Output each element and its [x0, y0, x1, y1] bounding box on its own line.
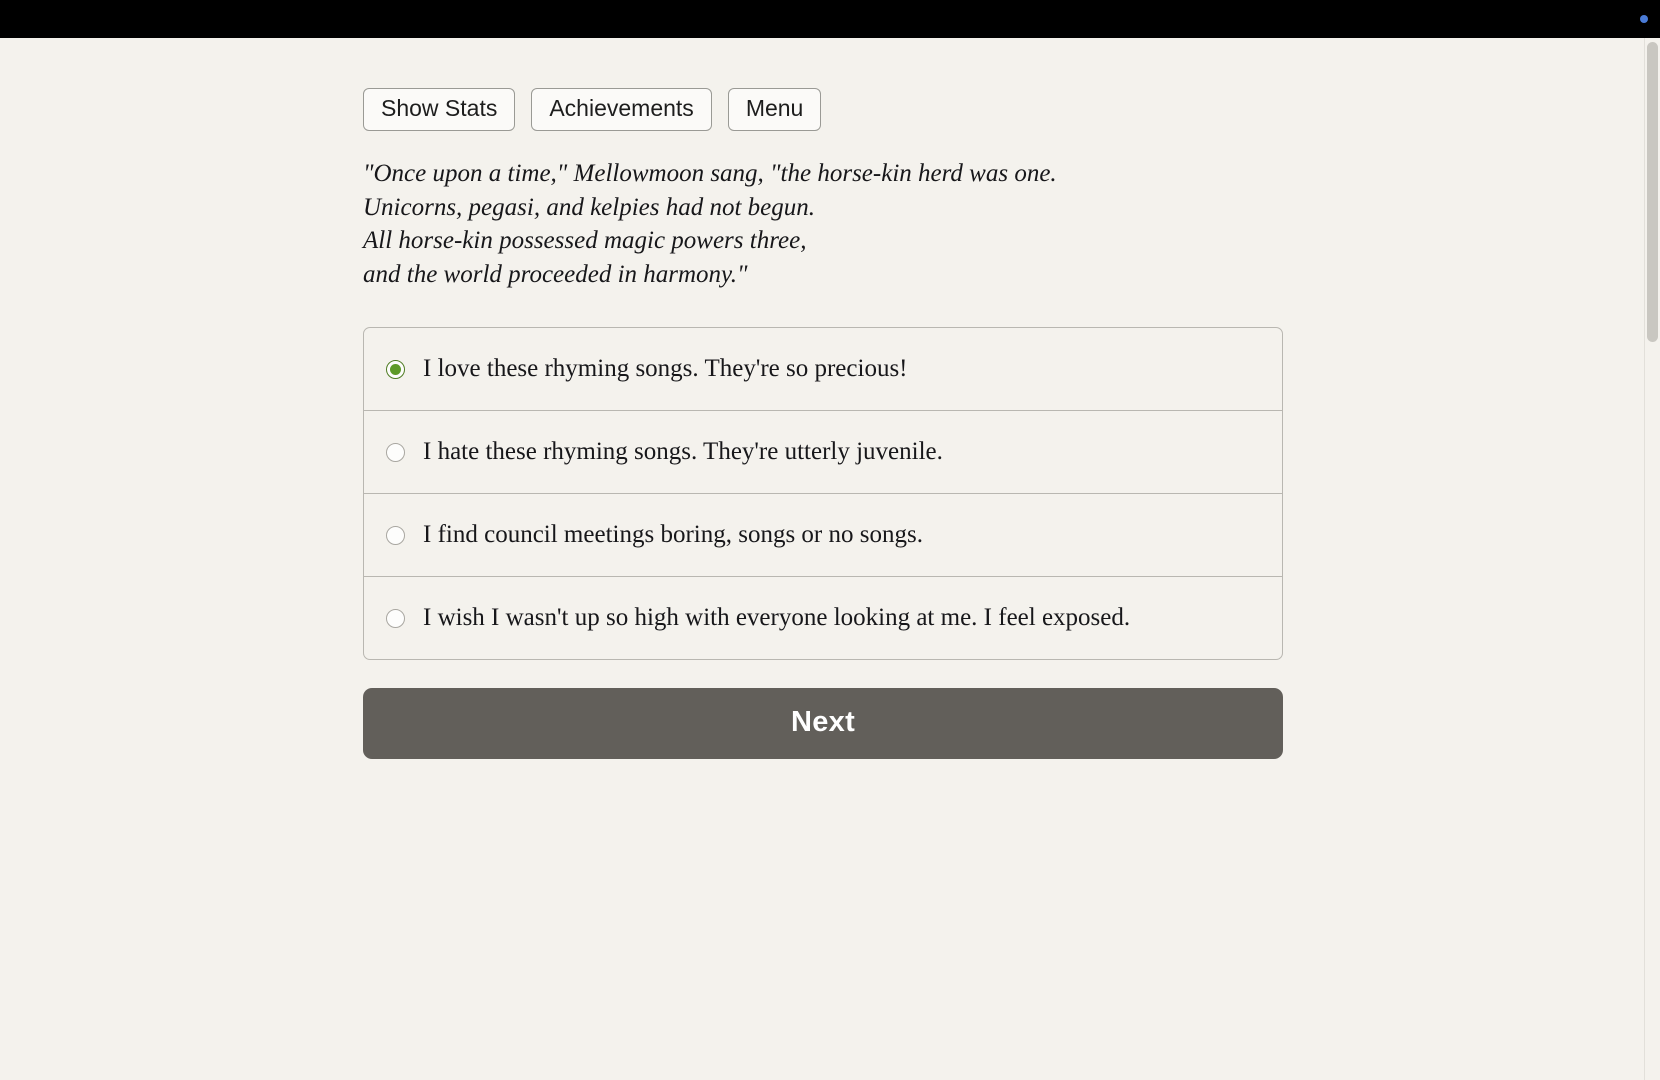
story-line: [363, 224, 1283, 258]
next-button[interactable]: Next: [363, 688, 1283, 759]
radio-button-icon[interactable]: [386, 443, 405, 462]
choice-list: [363, 327, 1283, 660]
radio-button-icon[interactable]: [386, 609, 405, 628]
choice-option[interactable]: [364, 411, 1282, 494]
radio-button-icon[interactable]: [386, 360, 405, 379]
game-content: [363, 88, 1283, 759]
story-line: [363, 258, 1283, 292]
window-top-bar: [0, 0, 1660, 38]
menu-button[interactable]: Menu: [728, 88, 822, 131]
game-page: [0, 38, 1645, 1080]
choice-option[interactable]: [364, 328, 1282, 411]
achievements-button[interactable]: Achievements: [531, 88, 711, 131]
choice-label: I find council meetings boring, songs or no songs.: [423, 521, 923, 549]
choice-label: I love these rhyming songs. They're so precious!: [423, 355, 908, 383]
story-line: [363, 157, 1283, 191]
show-stats-button[interactable]: Show Stats: [363, 88, 515, 131]
top-button-row: [363, 88, 1283, 131]
choice-label: I wish I wasn't up so high with everyone looking at me. I feel exposed.: [423, 604, 1131, 632]
story-line-text: All horse-kin possessed magic powers three,: [363, 227, 807, 255]
choice-option[interactable]: [364, 494, 1282, 577]
story-line-text: Unicorns, pegasi, and kelpies had not begun.: [363, 193, 816, 221]
status-dot-icon: [1640, 15, 1648, 23]
story-paragraph: [363, 157, 1283, 291]
page-scrollbar[interactable]: [1644, 38, 1660, 1080]
story-line: [363, 191, 1283, 225]
page-scrollbar-thumb[interactable]: [1647, 42, 1658, 342]
story-line-text: and the world proceeded in harmony.": [363, 260, 748, 288]
story-line-text: "Once upon a time," Mellowmoon sang, "the horse-kin herd was one.: [363, 160, 1057, 188]
choice-option[interactable]: [364, 577, 1282, 659]
choice-label: I hate these rhyming songs. They're utterly juvenile.: [423, 438, 943, 466]
radio-button-icon[interactable]: [386, 526, 405, 545]
